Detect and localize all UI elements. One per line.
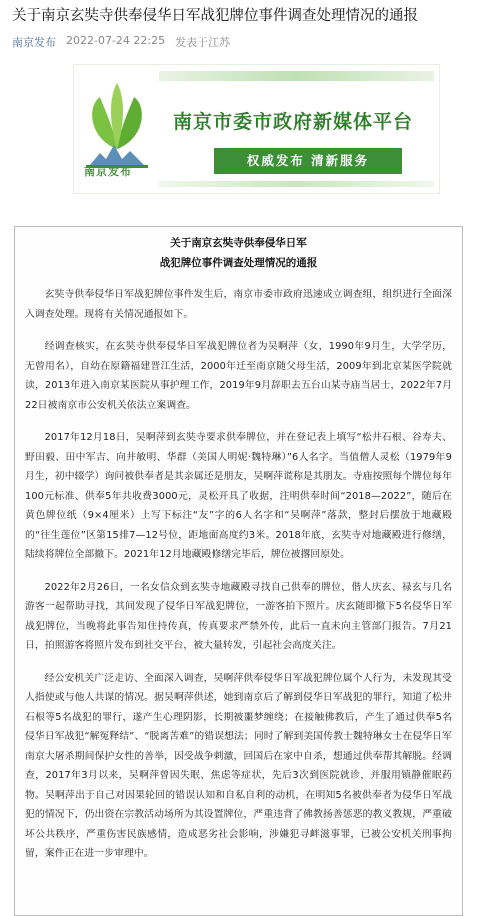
notice-paragraph: 2022年2月26日，一名女信众到玄奘寺地藏殿寻找自己供奉的牌位，偕人庆玄、禄玄与几名游客一起帮助寻找，其间发现了侵华日军战犯牌位，一游客拍下照片。庆玄随即撤下5名侵华日军战犯牌位，当晚将此事告知住持传真，传真要求严禁外传，此后一直未向主管部门报告。7月21日，拍照游客将照片发布到社交平台，被大量转发，引起社会高度关注。 xyxy=(25,581,452,651)
notice-paragraph: 经调查核实，在玄奘寺供奉侵华日军战犯牌位者为吴啊萍（女，1990年9月生，大学学历，无曾用名），自幼在原籍福建晋江生活，2000年迁至南京随父母生活，2009年到北京某医学院就读，2013年进入南京某医院从事护理工作，2019年9月辞职去五台山某寺庙当居士，2022年7月22日被南京市公安机关依法立案调查。 xyxy=(25,341,452,411)
header-banner-image xyxy=(73,64,440,194)
notice-paragraph: 玄奘寺供奉侵华日军战犯牌位事件发生后，南京市委市政府迅速成立调查组，组织进行全面深入调查处理。现将有关情况通报如下。 xyxy=(25,289,452,320)
notice-heading-line2: 战犯牌位事件调查处理情况的通报 xyxy=(159,257,318,269)
notice-document xyxy=(14,226,463,916)
article-source-link[interactable]: 南京发布 xyxy=(12,36,56,49)
banner-logo-text: 南京发布 xyxy=(84,165,132,178)
notice-paragraph: 2017年12月18日，吴啊萍到玄奘寺要求供奉牌位，并在登记表上填写“松井石根、谷寿夫、野田毅、田中军吉、向井敏明、华群（美国人明妮·魏特琳）”6人名字。当值僧人灵松（1979年9月生，初中辍学）询问被供奉者是其亲属还是朋友，吴啊萍谎称是其朋友。寺庙按照每个牌位每年100元标准、供奉5年共收费3000元，灵松开具了收据，注明供奉时间“2018—2022”，随后在黄色牌位纸（9×4厘米）上写下标注“友”字的6人名字和“吴啊萍”落款，整封后摆放于地藏殿的“往生莲位”区第15排7—12号位，距地面高度约3米。2018年底，玄奘寺对地藏殿进行修缮，陆续将牌位全部撤下。2021年12月地藏殿修缮完毕后，牌位被撂回原处。 xyxy=(25,432,452,560)
banner-decoration-top xyxy=(159,71,434,81)
article-datetime: 2022-07-24 22:25 xyxy=(66,34,166,47)
banner-slogan: 权威发布 清新服务 xyxy=(214,148,402,174)
article-title: 关于南京玄奘寺供奉侵华日军战犯牌位事件调查处理情况的通报 xyxy=(12,8,418,24)
notice-paragraph: 经公安机关广泛走访、全面深入调查，吴啊萍供奉侵华日军战犯牌位属个人行为，未发现其受人指使或与他人共谋的情况。据吴啊萍供述，她到南京后了解到侵华日军战犯的罪行，知道了松井石根等5名战犯的罪行，遂产生心理阴影，长期被噩梦缠绕；在接触佛教后，产生了通过供奉5名侵华日军战犯“解冤释结”、“脱离苦难”的错误想法；同时了解到美国传教士魏特琳女士在侵华日军南京大屠杀期间保护女性的善举，因受战争刺激，回国后在家中自杀，想通过供奉帮其解脱。经调查，2017年3月以来，吴啊萍曾因失眠、焦虑等症状，先后3次到医院就诊，并服用镇静催眠药物。吴啊萍出于自己对因果轮回的错误认知和自私自利的动机，在明知5名被供奉者为侵华日军战犯的情况下，仍出资在宗教活动场所为其设置牌位，严重违背了佛教扬善惩恶的教义教规，严重破坏公共秩序，严重伤害民族感情，造成恶劣社会影响，涉嫌犯寻衅滋事罪，已被公安机关刑事拘留，案件正在进一步审理中。 xyxy=(25,672,452,859)
banner-platform-name: 南京市委市政府新媒体平台 xyxy=(173,111,414,133)
article-location: 发表于江苏 xyxy=(175,36,231,49)
notice-heading-line1: 关于南京玄奘寺供奉侵华日军 xyxy=(170,237,307,249)
article-meta xyxy=(12,34,230,50)
banner-decoration-bottom xyxy=(159,181,434,187)
